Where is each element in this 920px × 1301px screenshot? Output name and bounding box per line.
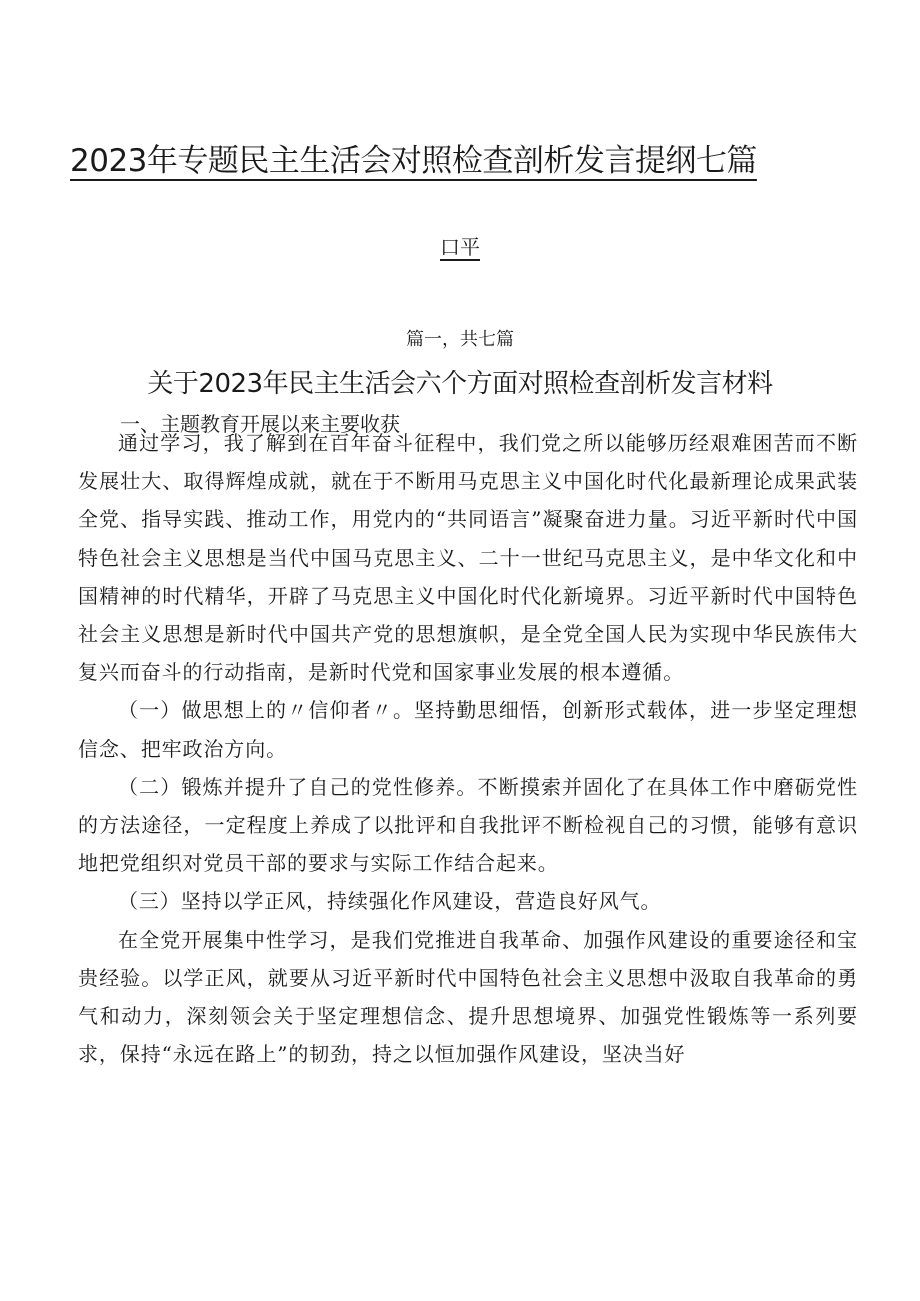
paragraph: （三）坚持以学正风，持续强化作风建设，营造良好风气。	[118, 889, 662, 914]
paragraph: （一）做思想上的〃信仰者〃。坚持勤思细悟，创新形式载体，进一步坚定理想信念、把牢政治方向。	[78, 698, 858, 761]
part-label: 篇一，共七篇	[406, 329, 514, 350]
paragraph: 在全党开展集中性学习，是我们党推进自我革命、加强作风建设的重要途径和宝贵经验。以学正风，就要从习近平新时代中国特色社会主义思想中汲取自我革命的勇气和动力，深刻领会关于坚定理想信念、提升思想境界、加强党性锻炼等一系列要求，保持“永远在路上”的韧劲，持之以恒加强作风建设，坚决当好	[78, 927, 858, 1067]
author-line	[0, 232, 920, 262]
author-name: 口平	[440, 235, 480, 259]
section-title: 关于2023年民主生活会六个方面对照检查剖析发言材料	[147, 369, 773, 399]
body-text	[78, 424, 858, 1073]
document-title: 2023年专题民主生活会对照检查剖析发言提纲七篇	[70, 143, 757, 179]
paragraph: （二）锻炼并提升了自己的党性修养。不断摸索并固化了在具体工作中磨砺党性的方法途径，一定程度上养成了以批评和自我批评不断检视自己的习惯，能够有意识地把党组织对党员干部的要求与实际工作结合起来。	[78, 774, 858, 876]
subheading-main-gains: 一、主题教育开展以来主要收获	[120, 412, 400, 436]
paragraph: 通过学习，我了解到在百年奋斗征程中，我们党之所以能够历经艰难困苦而不断发展壮大、取得辉煌成就，就在于不断用马克思主义中国化时代化最新理论成果武装全党、指导实践、推动工作，用党内的“共同语言”凝聚奋进力量。习近平新时代中国特色社会主义思想是当代中国马克思主义、二十一世纪马克思主义，是中华文化和中国精神的时代精华，开辟了马克思主义中国化时代化新境界。习近平新时代中国特色社会主义思想是新时代中国共产党的思想旗帜，是全党全国人民为实现中华民族伟大复兴而奋斗的行动指南，是新时代党和国家事业发展的根本遵循。	[78, 431, 858, 685]
